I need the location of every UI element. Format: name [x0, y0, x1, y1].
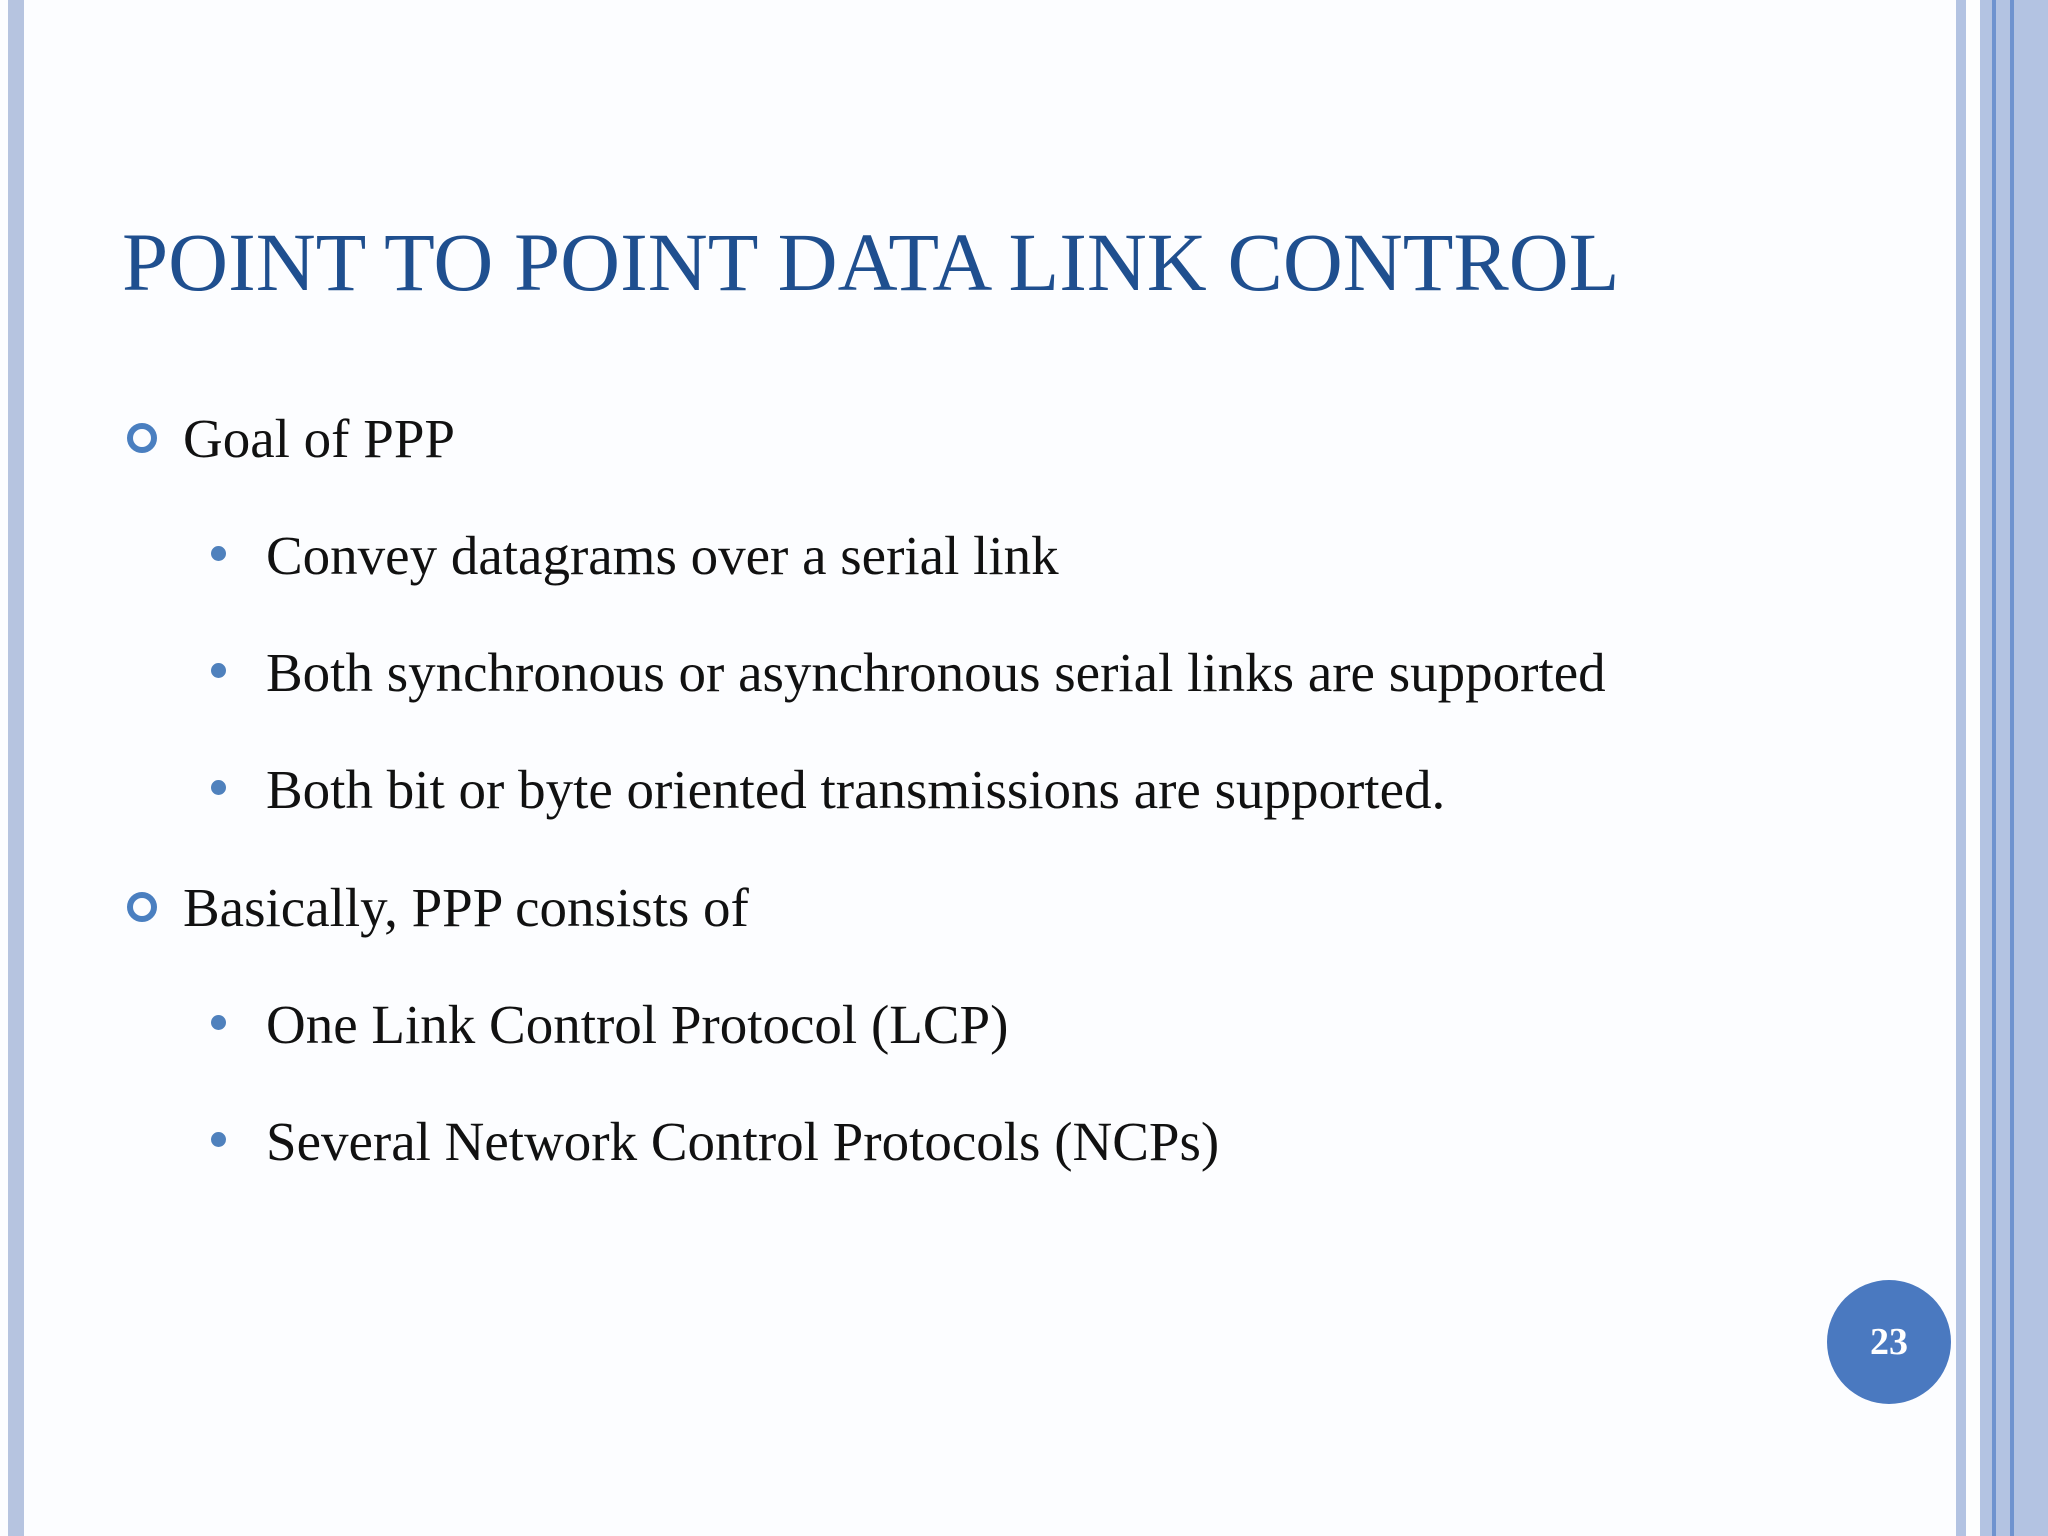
subbullet-lcp: One Link Control Protocol (LCP): [266, 994, 1009, 1055]
page-number-badge: 23: [1827, 1280, 1951, 1404]
dot-bullet-icon: [211, 546, 226, 561]
right-frame-stripe: [1966, 0, 1980, 1536]
bullet-ppp-consists-of: Basically, PPP consists of: [183, 877, 749, 938]
subbullet-bit-byte-oriented: Both bit or byte oriented transmissions are supported.: [266, 759, 1446, 820]
subbullet-sync-async-links: Both synchronous or asynchronous serial links are supported: [266, 642, 1606, 703]
right-frame-stripe: [1996, 0, 2010, 1536]
subbullet-convey-datagrams: Convey datagrams over a serial link: [266, 525, 1059, 586]
ring-bullet-icon: [127, 423, 157, 453]
right-frame-stripe: [2014, 0, 2048, 1536]
dot-bullet-icon: [211, 1015, 226, 1030]
slide-title: POINT TO POINT DATA LINK CONTROL: [122, 216, 1620, 308]
dot-bullet-icon: [211, 1132, 226, 1147]
subbullet-ncps: Several Network Control Protocols (NCPs): [266, 1111, 1220, 1172]
dot-bullet-icon: [211, 663, 226, 678]
left-frame-bar: [8, 0, 24, 1536]
dot-bullet-icon: [211, 780, 226, 795]
right-frame-stripe: [1980, 0, 1992, 1536]
ring-bullet-icon: [127, 892, 157, 922]
bullet-goal-of-ppp: Goal of PPP: [183, 408, 455, 469]
right-frame-stripe: [1956, 0, 1966, 1536]
